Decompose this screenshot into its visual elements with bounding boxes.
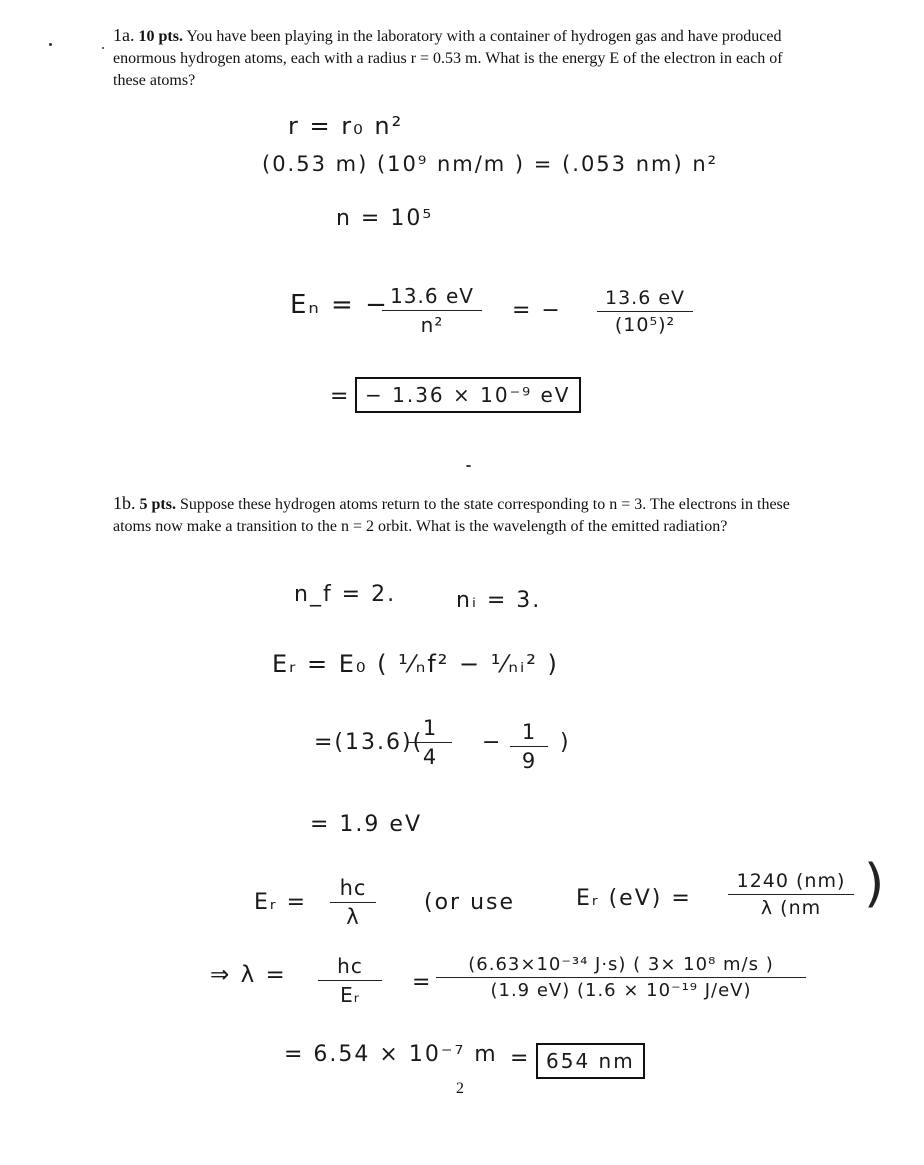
fraction-denominator: (1.9 eV) (1.6 × 10⁻¹⁹ J/eV) xyxy=(490,980,752,1001)
energy-equals: = − xyxy=(512,298,562,323)
or-use-note: (or use xyxy=(424,890,516,915)
transition-energy-value: = 1.9 eV xyxy=(310,812,422,837)
final-equals: = xyxy=(510,1046,531,1071)
energy-label: Eₙ = − xyxy=(290,290,389,320)
fraction-numerator: 1 xyxy=(510,720,548,747)
fraction-numerator: hc xyxy=(330,876,376,903)
problem-text: You have been playing in the laboratory with a container of hydrogen gas and have produced enormous hydrogen atoms, each with a radius r = 0.53 m. What is the energy E of the electron in each of these atoms? xyxy=(113,28,783,89)
fraction-numerator: hc xyxy=(318,954,382,981)
final-state-n: n_f = 2. xyxy=(294,582,397,607)
fraction-numerator: 13.6 eV xyxy=(382,284,482,311)
numeric-fraction xyxy=(436,954,806,1001)
problem-number: 1b. xyxy=(113,493,136,513)
substitution-close: ) xyxy=(560,730,571,755)
wavelength-value: = 6.54 × 10⁻⁷ m xyxy=(284,1042,498,1067)
stray-mark xyxy=(102,47,104,49)
energy-ev-label: Eᵣ (eV) = xyxy=(576,886,692,911)
energy-wavelength-label: Eᵣ = xyxy=(254,890,308,915)
substitution-minus: − xyxy=(482,730,503,755)
fraction-numerator: 1240 (nm) xyxy=(728,870,854,895)
fraction-numerator: 1 xyxy=(408,716,452,743)
fraction-denominator: 4 xyxy=(422,745,438,769)
substitution-prefix: =(13.6)( xyxy=(314,730,424,755)
stray-mark xyxy=(466,465,471,467)
work-line-n-value: n = 10⁵ xyxy=(336,206,434,231)
lambda-fraction xyxy=(318,954,382,1007)
work-line-unit-conversion: (0.53 m) (10⁹ nm/m ) = (.053 nm) n² xyxy=(262,152,719,176)
answer-box-1b: 654 nm xyxy=(536,1043,645,1079)
work-line-radius-formula: r = r₀ n² xyxy=(288,112,404,140)
closing-paren: ) xyxy=(864,854,885,914)
alt-formula-fraction xyxy=(728,870,854,919)
fraction-denominator: n² xyxy=(420,313,444,337)
transition-energy-formula: Eᵣ = E₀ ( ¹⁄ₙf² − ¹⁄ₙᵢ² ) xyxy=(272,650,559,678)
problem-text: Suppose these hydrogen atoms return to the state corresponding to n = 3. The electrons in these atoms now make a transition to the n = 2 orbit. What is the wavelength of the emitted radiation? xyxy=(113,496,790,535)
answer-box-1a: − 1.36 × 10⁻⁹ eV xyxy=(355,377,581,413)
wavelength-label: ⇒ λ = xyxy=(210,962,287,988)
stray-mark xyxy=(49,43,52,46)
fraction-numerator: 13.6 eV xyxy=(597,287,693,312)
problem-number: 1a. xyxy=(113,25,135,45)
fraction-denominator: 9 xyxy=(521,749,537,773)
result-equals: = xyxy=(330,384,351,409)
problem-points: 10 pts. xyxy=(138,28,183,45)
initial-state-n: nᵢ = 3. xyxy=(456,588,542,613)
substitution-fraction-2 xyxy=(510,720,548,773)
fraction-numerator: (6.63×10⁻³⁴ J·s) ( 3× 10⁸ m/s ) xyxy=(436,954,806,978)
page-number: 2 xyxy=(456,1080,464,1097)
hc-over-lambda-fraction xyxy=(330,876,376,929)
fraction-denominator: λ (nm xyxy=(760,897,822,919)
energy-fraction-2 xyxy=(597,287,693,336)
problem-1b xyxy=(113,492,803,538)
fraction-denominator: λ xyxy=(346,905,360,929)
problem-1a xyxy=(113,24,803,92)
problem-points: 5 pts. xyxy=(139,496,176,513)
substitution-fraction-1 xyxy=(408,716,452,769)
fraction-denominator: (10⁵)² xyxy=(614,314,676,336)
lambda-equals: = xyxy=(412,970,433,995)
energy-fraction-1 xyxy=(382,284,482,337)
fraction-denominator: Eᵣ xyxy=(340,983,360,1007)
